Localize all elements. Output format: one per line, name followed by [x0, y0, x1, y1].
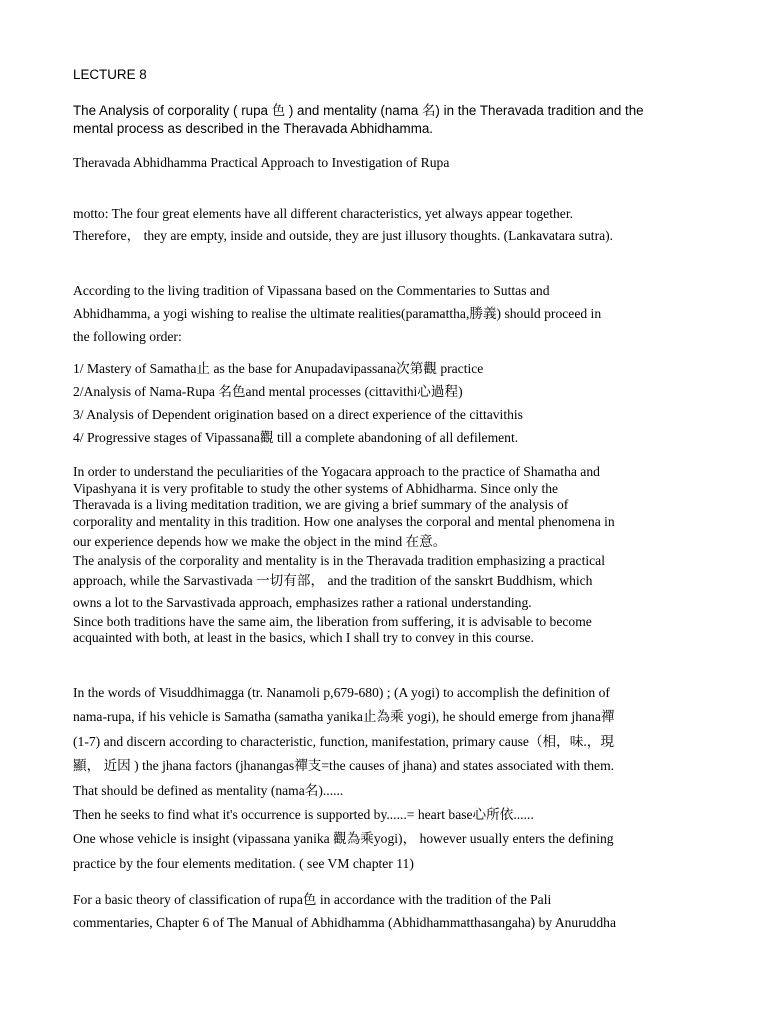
- visuddhimagga-paragraph: [73, 681, 698, 876]
- visuddhimagga-line: Then he seeks to find what it's occurrence is supported by......= heart base心所依......: [73, 807, 534, 823]
- approach-title-text: Theravada Abhidhamma Practical Approach to Investigation of Rupa: [73, 155, 450, 170]
- approach-title: [73, 154, 698, 172]
- list-item: 3/ Analysis of Dependent origination based on a direct experience of the cittavithis: [73, 407, 523, 422]
- tradition-line: According to the living tradition of Vipassana based on the Commentaries to Suttas and: [73, 283, 550, 298]
- visuddhimagga-line: One whose vehicle is insight (vipassana yanika 觀為乘yogi)， however usually enters the defining: [73, 831, 614, 847]
- yogacara-line: corporality and mentality in this tradition. How one analyses the corporal and mental phenomena in: [73, 514, 615, 530]
- yogacara-line: owns a lot to the Sarvastivada approach, emphasizes rather a rational understanding.: [73, 594, 532, 610]
- list-item: 4/ Progressive stages of Vipassana觀 till a complete abandoning of all defilement.: [73, 430, 519, 445]
- intro-paragraph: [73, 102, 698, 138]
- tradition-line: the following order:: [73, 329, 182, 344]
- basic-theory-line: commentaries, Chapter 6 of The Manual of Abhidhamma (Abhidhammatthasangaha) by Anuruddha: [73, 915, 616, 930]
- lecture-heading: [73, 66, 698, 84]
- tradition-paragraph: [73, 279, 698, 348]
- yogacara-line: Vipashyana it is very profitable to study the other systems of Abhidharma. Since only the: [73, 480, 559, 496]
- visuddhimagga-line: nama-rupa, if his vehicle is Samatha (samatha yanika止為乘 yogi), he should emerge from jhana禪: [73, 709, 615, 725]
- list-item: 2/Analysis of Nama-Rupa 名色and mental processes (cittavithi心過程): [73, 384, 463, 399]
- intro-line: The Analysis of corporality ( rupa 色 ) and mentality (nama 名) in the Theravada tradition and the: [73, 103, 644, 118]
- yogacara-line: approach, while the Sarvastivada 一切有部， and the tradition of the sanskrt Buddhism, which: [73, 572, 593, 588]
- visuddhimagga-line: In the words of Visuddhimagga (tr. Nanamoli p,679-680) ; (A yogi) to accomplish the definition of: [73, 685, 610, 700]
- basic-theory-line: For a basic theory of classification of rupa色 in accordance with the tradition of the Pali: [73, 892, 552, 907]
- list-item: 1/ Mastery of Samatha止 as the base for Anupadavipassana次第觀 practice: [73, 361, 484, 376]
- motto-line: Therefore， they are empty, inside and outside, they are just illusory thoughts. (Lankavatara sutra).: [73, 228, 614, 243]
- yogacara-line: Since both traditions have the same aim, the liberation from suffering, it is advisable to become: [73, 613, 592, 629]
- yogacara-line: The analysis of the corporality and mentality is in the Theravada tradition emphasizing a practical: [73, 552, 605, 568]
- yogacara-line: acquainted with both, at least in the basics, which I shall try to convey in this course.: [73, 630, 534, 646]
- ordered-list: [73, 357, 698, 449]
- yogacara-line: In order to understand the peculiarities of the Yogacara approach to the practice of Shamatha and: [73, 464, 600, 479]
- visuddhimagga-line: (1-7) and discern according to characteristic, function, manifestation, primary cause（相，味.，現: [73, 733, 614, 749]
- lecture-heading-text: LECTURE 8: [73, 67, 147, 82]
- yogacara-line: our experience depends how we make the object in the mind 在意。: [73, 533, 447, 549]
- motto-line: motto: The four great elements have all different characteristics, yet always appear together.: [73, 206, 573, 221]
- intro-line: mental process as described in the Theravada Abhidhamma.: [73, 121, 434, 136]
- visuddhimagga-line: That should be defined as mentality (nama名)......: [73, 782, 344, 798]
- visuddhimagga-line: practice by the four elements meditation. ( see VM chapter 11): [73, 855, 414, 871]
- visuddhimagga-line: 顯， 近因 ) the jhana factors (jhanangas禪支=the causes of jhana) and states associated with them.: [73, 758, 615, 774]
- yogacara-paragraph: [73, 464, 698, 647]
- tradition-line: Abhidhamma, a yogi wishing to realise the ultimate realities(paramattha,勝義) should proceed in: [73, 306, 602, 321]
- yogacara-line: Theravada is a living meditation tradition, we are giving a brief summary of the analysis of: [73, 497, 569, 513]
- motto-paragraph: [73, 203, 698, 247]
- basic-theory-paragraph: [73, 888, 698, 934]
